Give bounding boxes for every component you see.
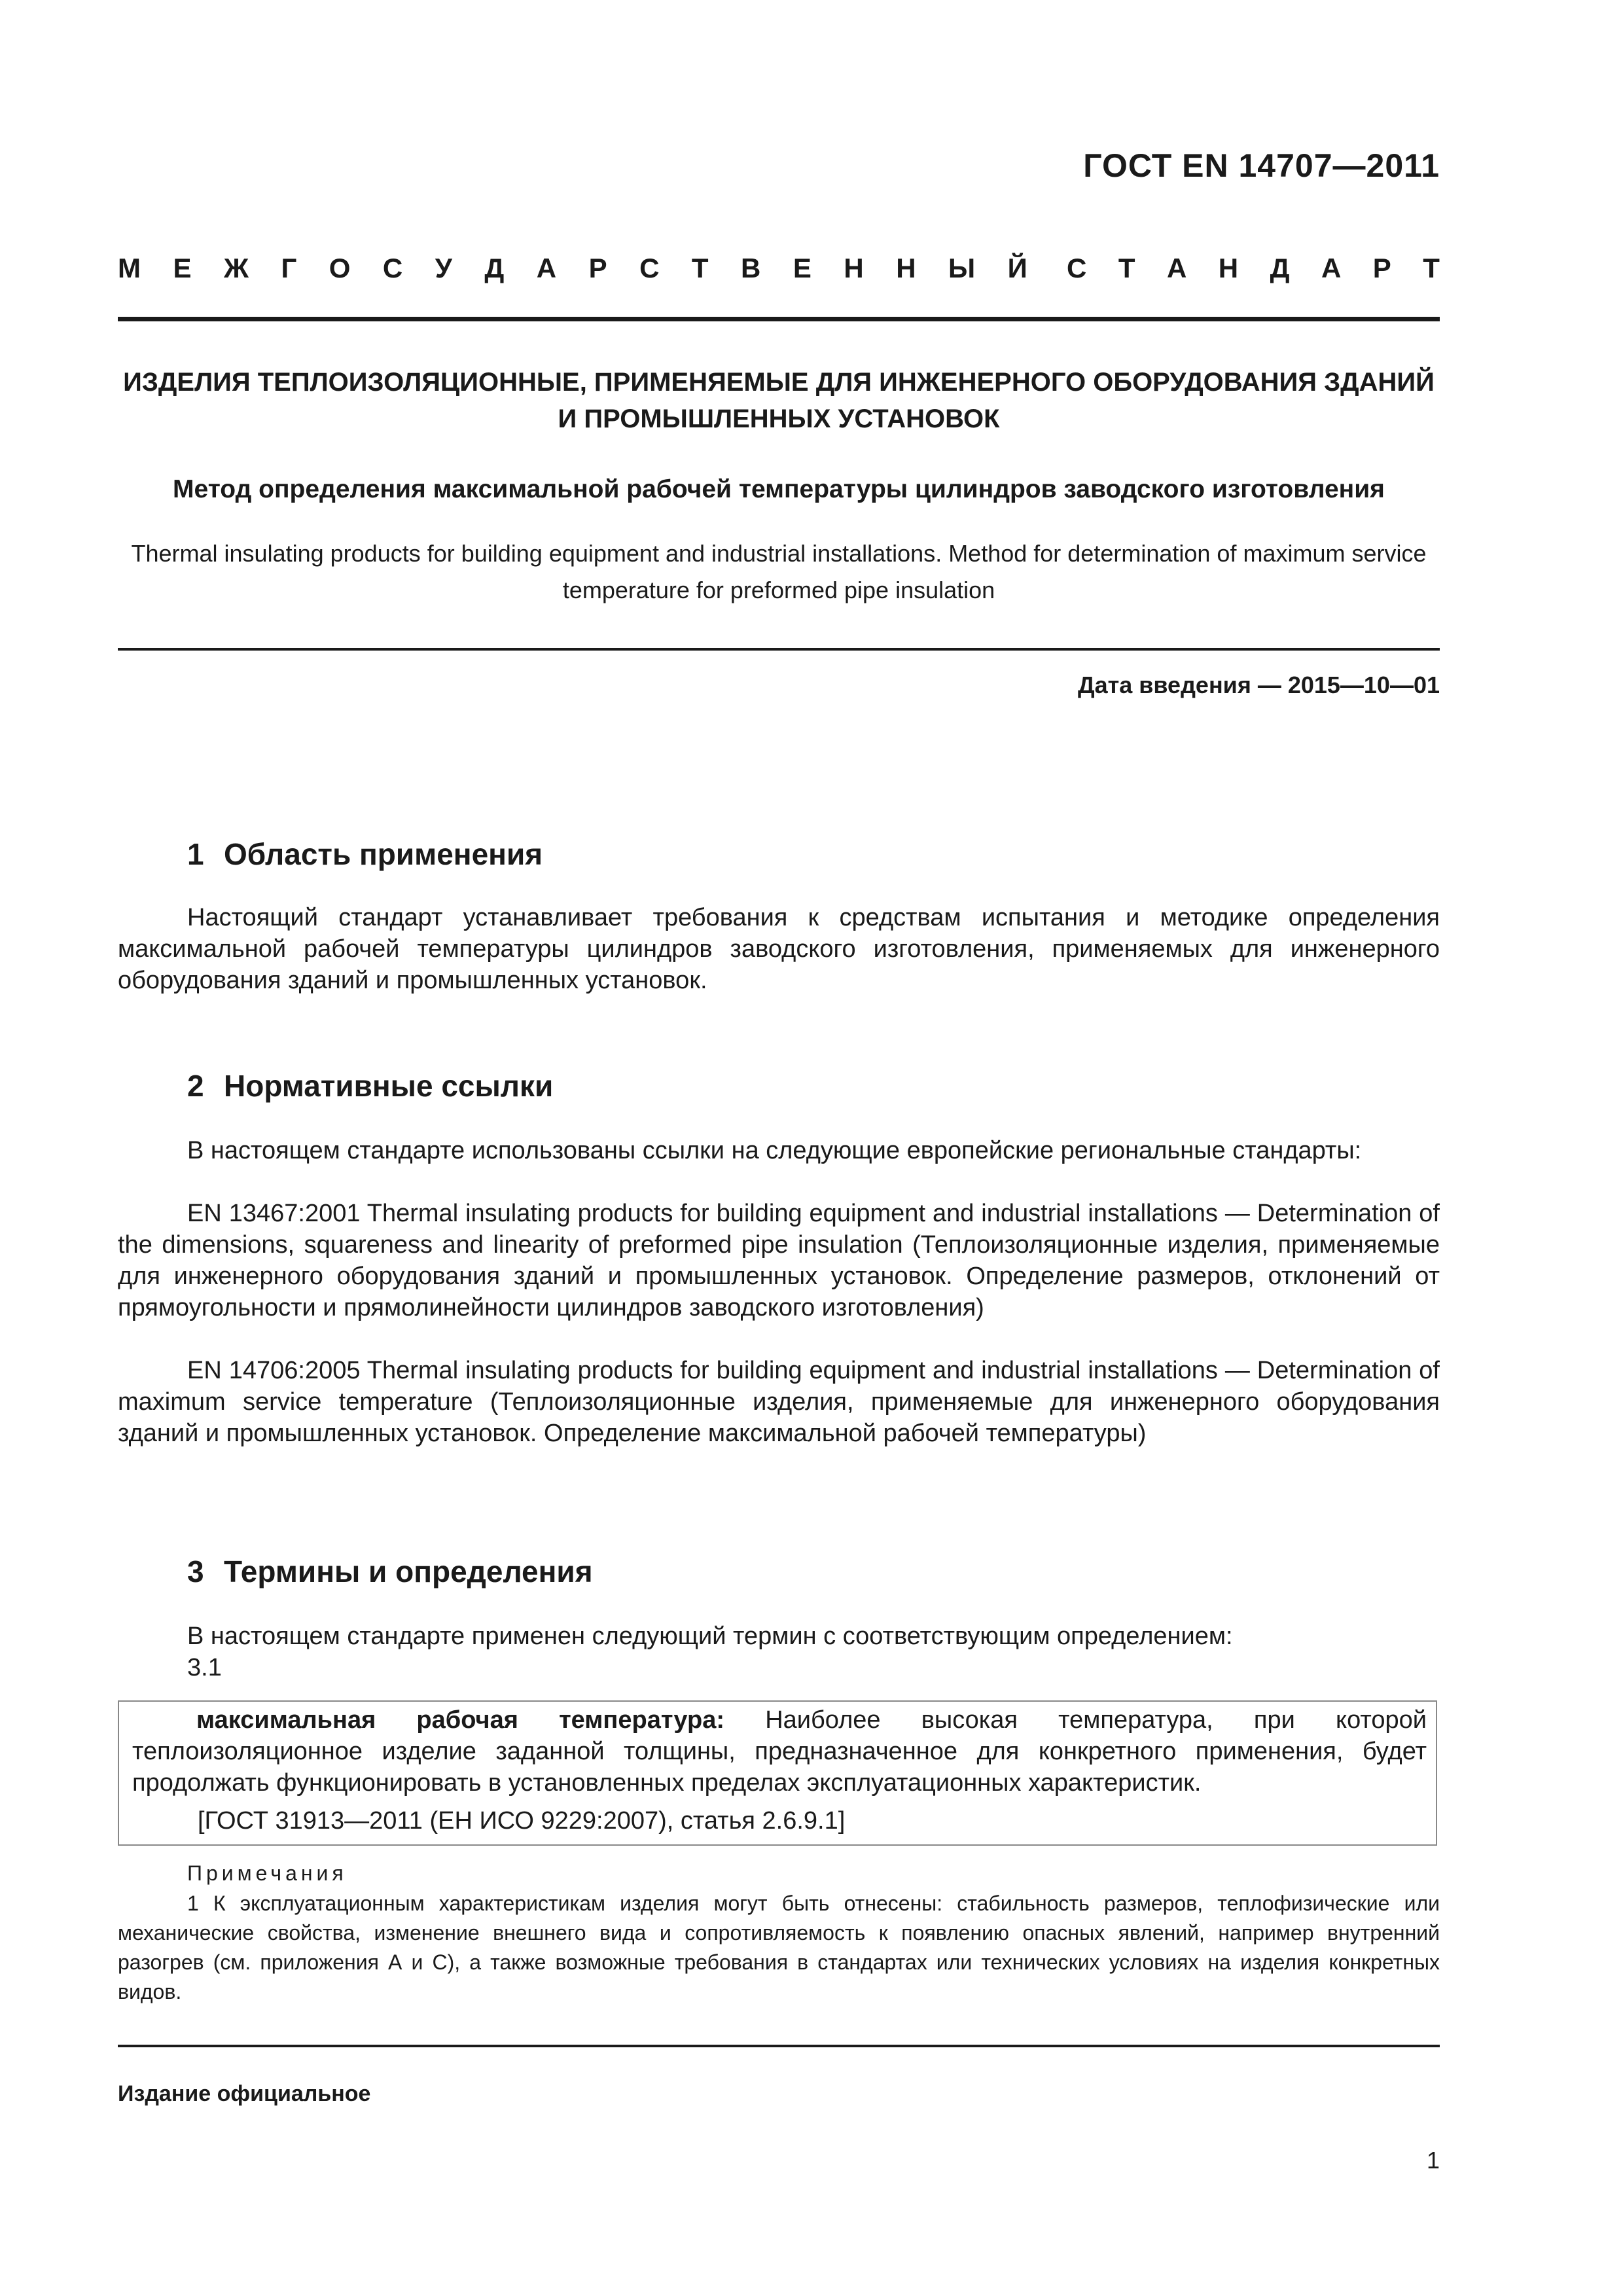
banner-letter: Й xyxy=(1007,253,1027,283)
banner-letter: С xyxy=(1067,253,1087,283)
banner-letter: А xyxy=(1166,253,1187,283)
interstate-standard-banner xyxy=(118,253,1440,284)
banner-letter: Г xyxy=(281,253,297,283)
banner-letter: Т xyxy=(1423,253,1440,283)
banner-letter: Д xyxy=(484,253,505,283)
term-definition xyxy=(132,1704,1427,1799)
header-divider xyxy=(118,317,1440,321)
banner-letter: М xyxy=(118,253,141,283)
paragraph: Настоящий стандарт устанавливает требования к средствам испытания и методике определения максимальной рабочей температуры цилиндров заводского изготовления, применяемых для инженерного оборудования зданий и промышленных установок. xyxy=(118,904,1440,994)
official-edition-label: Издание официальное xyxy=(118,2081,371,2106)
banner-letter: С xyxy=(639,253,660,283)
document-subtitle: Метод определения максимальной рабочей температуры цилиндров заводского изготовления xyxy=(173,475,1385,503)
note-item: 1 К эксплуатационным характеристикам изделия могут быть отнесены: стабильность размеров, теплофизические или механические свойства, изменение внешнего вида и сопротивляемость к появлению опасных явлений, например внутренний разогрев (см. приложения А и С), а также возможные требования в стандартах или технических условиях на изделия конкретных видов. xyxy=(118,1892,1440,2003)
banner-letter: Р xyxy=(588,253,607,283)
banner-letter: Н xyxy=(896,253,916,283)
footer-divider xyxy=(118,2045,1440,2047)
banner-letter: Т xyxy=(691,253,709,283)
reference-item: EN 13467:2001 Thermal insulating products for building equipment and industrial installations — Determination of the dimensions, squareness and linearity of preformed pipe insulation (Теплоизоляционные изделия, применяемые для инженерного оборудования зданий и промышленных установок. Определение размеров, отклонений от прямоугольности и прямолинейности цилиндров заводского изготовления) xyxy=(118,1200,1440,1321)
banner-letter: У xyxy=(435,253,452,283)
banner-letter: Р xyxy=(1372,253,1391,283)
banner-letter: А xyxy=(536,253,557,283)
banner-letter: Ы xyxy=(948,253,976,283)
term-definition-text: Наиболее высокая температура, при которой теплоизоляционное изделие заданной толщины, предназначенное для конкретного применения, будет продолжать функционировать в установленных пределах эксплуатационных характеристик. xyxy=(132,1706,1427,1797)
section-number: 3 xyxy=(187,1554,204,1588)
english-title: Thermal insulating products for building equipment and industrial installations. Method for determination of maximum service temperature for preformed pipe insulation xyxy=(131,540,1427,603)
banner-letter: С xyxy=(382,253,403,283)
page-number: 1 xyxy=(1426,2147,1440,2174)
section-heading-terms xyxy=(187,1554,593,1589)
term-definition-box xyxy=(118,1700,1437,1846)
document-title: ИЗДЕЛИЯ ТЕПЛОИЗОЛЯЦИОННЫЕ, ПРИМЕНЯЕМЫЕ ДЛЯ ИНЖЕНЕРНОГО ОБОРУДОВАНИЯ ЗДАНИЙ И ПРОМЫШЛЕННЫХ УСТАНОВОК xyxy=(123,368,1435,433)
paragraph: В настоящем стандарте использованы ссылки на следующие европейские региональные стандарты: xyxy=(187,1137,1362,1164)
section-title: Область применения xyxy=(224,837,543,871)
section-heading-scope xyxy=(187,836,543,872)
interstate-word xyxy=(118,253,1027,284)
banner-letter: Е xyxy=(173,253,192,283)
banner-letter: Т xyxy=(1118,253,1135,283)
introduction-date: Дата введения — 2015—10—01 xyxy=(1077,672,1440,698)
section-title: Нормативные ссылки xyxy=(224,1069,554,1103)
banner-letter: Н xyxy=(1218,253,1239,283)
term-number: 3.1 xyxy=(187,1654,222,1681)
banner-letter: Д xyxy=(1270,253,1290,283)
banner-letter: Ж xyxy=(223,253,249,283)
section-number: 2 xyxy=(187,1069,204,1103)
section-number: 1 xyxy=(187,837,204,871)
title-divider xyxy=(118,648,1440,651)
term-name: максимальная рабочая температура: xyxy=(196,1706,725,1734)
standard-word xyxy=(1067,253,1440,284)
banner-letter: А xyxy=(1321,253,1342,283)
banner-letter: Е xyxy=(793,253,812,283)
document-number: ГОСТ EN 14707—2011 xyxy=(1083,147,1440,184)
reference-item: EN 14706:2005 Thermal insulating products for building equipment and industrial installations — Determination of maximum service temperature (Теплоизоляционные изделия, применяемые для инженерного оборудования зданий и промышленных установок. Определение максимальной рабочей температуры) xyxy=(118,1357,1440,1447)
banner-letter: О xyxy=(329,253,351,283)
term-source: [ГОСТ 31913—2011 (ЕН ИСО 9229:2007), статья 2.6.9.1] xyxy=(198,1807,846,1835)
section-title: Термины и определения xyxy=(224,1554,593,1588)
banner-letter: Н xyxy=(844,253,864,283)
banner-letter: В xyxy=(741,253,761,283)
paragraph: В настоящем стандарте применен следующий термин с соответствующим определением: xyxy=(187,1623,1233,1650)
notes-heading: Примечания xyxy=(187,1861,348,1885)
section-heading-normative-references xyxy=(187,1068,553,1103)
